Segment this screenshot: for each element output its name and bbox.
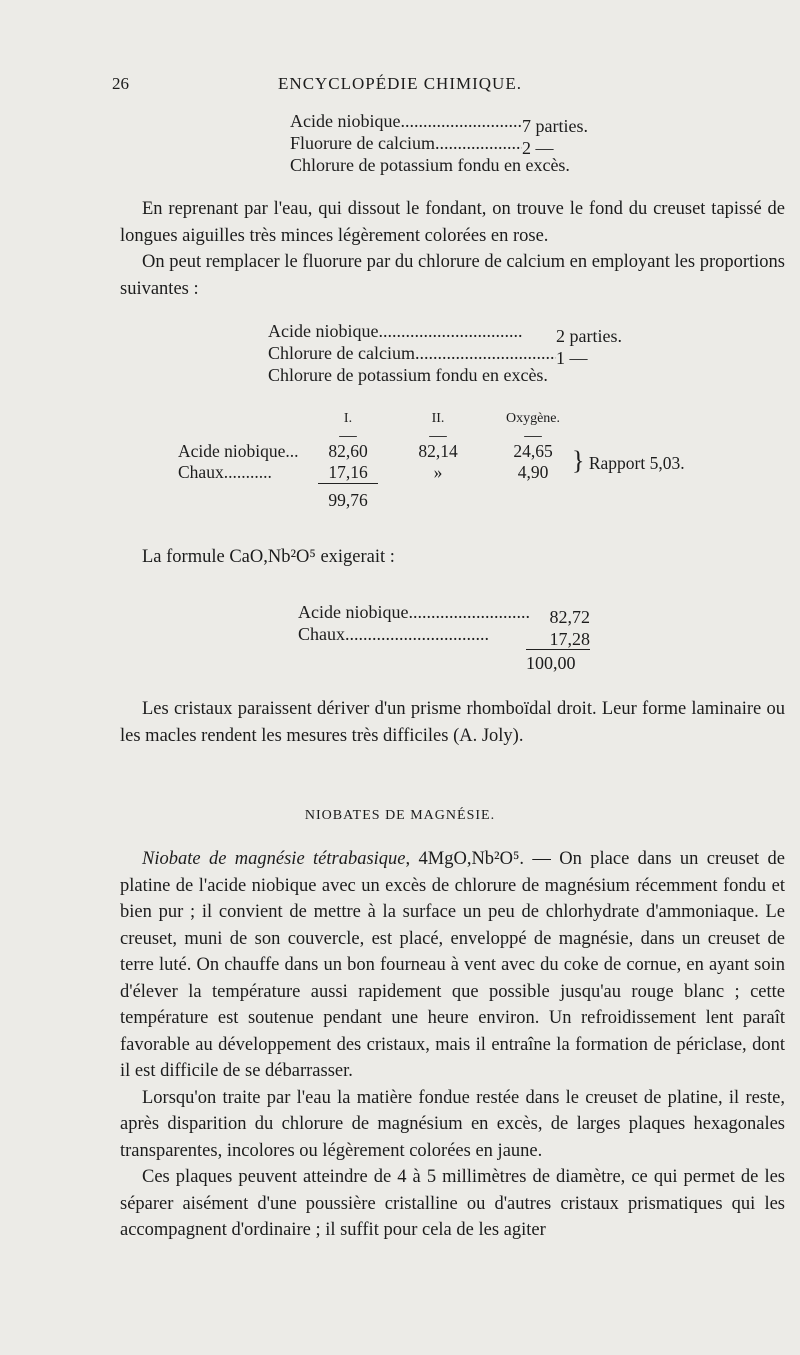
formula-list	[298, 601, 590, 674]
formula-total: 100,00	[526, 649, 590, 674]
recipe-1-row	[290, 132, 588, 158]
value-ii: »	[433, 462, 443, 483]
table-dash-row	[178, 429, 718, 441]
formula-row	[298, 623, 590, 649]
section-heading: NIOBATES DE MAGNÉSIE.	[304, 808, 496, 823]
body-block-2	[120, 696, 785, 749]
ingredient-name: Chlorure de calcium	[268, 343, 415, 363]
column-header-i: I.	[343, 410, 353, 426]
analysis-table	[178, 408, 718, 511]
ingredient-amount: 2 —	[522, 138, 554, 158]
paragraph-text: On place dans un creuset de platine de l'acide niobique avec un excès de chlorure de magnésium récemment fondu et bien pur ; il convient de mettre à la surface un peu de chlorhydrate d'ammoniaque. Le creuset, muni de son couvercle, est placé, enveloppé de magnésie, dans un creuset de terre luté. On chauffe dans un bon fourneau à vent avec du coke de cornue, en ayant soin d'élever la température aussi rapidement que possible jusqu'au rouge blanc ; cette température est soutenue pendant une heure environ. Un refroidissement lent paraît favorable au développement des cristaux, mais il entraîne la formation de périclase, dont il est difficile de se débarrasser.	[120, 849, 786, 1081]
ingredient-name: Fluorure de calcium	[290, 133, 435, 153]
component-value: 17,28	[549, 629, 590, 649]
compound-formula: , 4MgO,Nb²O⁵. —	[405, 849, 551, 869]
component-name: Chaux	[298, 624, 345, 644]
recipe-2	[268, 320, 622, 386]
body-block-3	[120, 846, 785, 1244]
brace: }	[572, 446, 585, 476]
value-oxygen: 4,90	[517, 462, 549, 483]
paragraph: Lorsqu'on traite par l'eau la matière fondue restée dans le creuset de platine, il reste, après disparition du chlorure de magnésium en excès, de larges plaques hexagonales transparentes, incolores ou légèrement colorées en jaune.	[120, 1087, 785, 1161]
value-ii: 82,14	[418, 441, 458, 461]
column-dash: —	[524, 425, 542, 445]
ingredient-name: Acide niobique	[290, 111, 401, 131]
ingredient-amount: 1 —	[556, 348, 588, 368]
page-number: 26	[112, 74, 129, 93]
formula-row	[298, 601, 590, 627]
recipe-2-note: Chlorure de potassium fondu en excès.	[268, 365, 548, 385]
recipe-1-row	[290, 110, 588, 136]
paragraph: Les cristaux paraissent dériver d'un prisme rhomboïdal droit. Leur forme laminaire ou les macles rendent les mesures très difficiles (A. Joly).	[120, 699, 785, 746]
value-i: 17,16	[328, 462, 368, 482]
recipe-2-row	[268, 320, 622, 346]
recipe-1-note: Chlorure de potassium fondu en excès.	[290, 155, 570, 175]
component-name: Acide niobique	[298, 602, 409, 622]
component-value: 82,72	[549, 607, 590, 627]
page-header	[0, 74, 800, 98]
paragraph: Ces plaques peuvent atteindre de 4 à 5 millimètres de diamètre, ce qui permet de les séparer aisément d'une poussière cristalline ou d'autres cristaux prismatiques qui les accompagnent d'ordinaire ; il suffit pour cela de les agiter	[120, 1167, 785, 1240]
value-oxygen: 24,65	[513, 441, 553, 461]
rapport-text: Rapport 5,03.	[588, 453, 685, 474]
table-header-row	[178, 408, 718, 429]
column-header-oxygen: Oxygène.	[505, 410, 561, 426]
column-header-ii: II.	[431, 410, 445, 426]
ingredient-amount: 2 parties.	[556, 326, 622, 346]
paragraph: La formule CaO,Nb²O⁵ exigerait :	[142, 547, 395, 567]
paragraph: On peut remplacer le fluorure par du chlorure de calcium en employant les proportions suivantes :	[120, 252, 785, 299]
compound-title: Niobate de magnésie tétrabasique	[142, 849, 406, 869]
column-dash: —	[429, 425, 447, 445]
paragraph	[120, 846, 785, 1085]
recipe-1	[290, 110, 588, 176]
column-dash: —	[339, 425, 357, 445]
body-block-1	[120, 196, 785, 302]
value-i: 82,60	[328, 441, 368, 461]
formula-intro	[120, 544, 785, 571]
table-total-row	[178, 484, 718, 512]
recipe-2-row	[268, 342, 622, 368]
total-value: 99,76	[318, 484, 378, 512]
running-title: ENCYCLOPÉDIE CHIMIQUE.	[278, 74, 522, 93]
row-label: Acide niobique...	[178, 441, 299, 461]
table-row	[178, 441, 718, 462]
ingredient-amount: 7 parties.	[522, 116, 588, 136]
row-label: Chaux...........	[178, 462, 272, 483]
ingredient-name: Acide niobique	[268, 321, 379, 341]
paragraph: En reprenant par l'eau, qui dissout le fondant, on trouve le fond du creuset tapissé de longues aiguilles très minces légèrement colorées en rose.	[120, 199, 785, 246]
